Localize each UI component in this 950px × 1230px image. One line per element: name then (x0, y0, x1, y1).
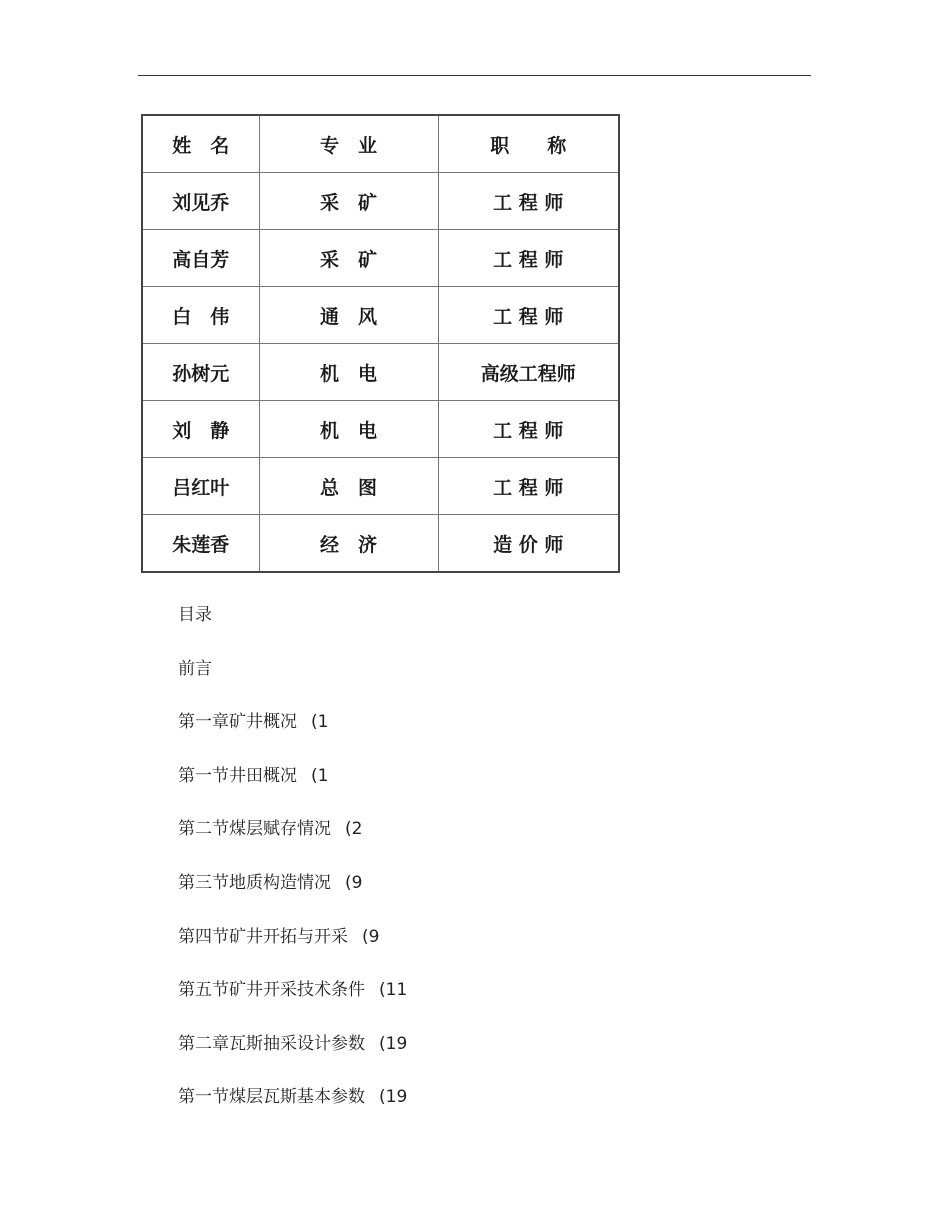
header-rule (138, 75, 811, 76)
staff-table (141, 114, 620, 573)
toc-entry (178, 975, 407, 1029)
table-cell-title: 高级工程师 (438, 344, 619, 401)
toc-entry-label: 第一节井田概况 (178, 765, 297, 786)
toc-entry-page: (1 (311, 765, 329, 786)
table-cell-major: 采 矿 (259, 230, 438, 287)
toc-entry-label: 第四节矿井开拓与开采 (178, 926, 348, 947)
table-cell-title: 工 程 师 (438, 230, 619, 287)
toc-entry-page: (19 (379, 1087, 408, 1108)
table-cell-major: 采 矿 (259, 173, 438, 230)
table-cell-title: 工 程 师 (438, 287, 619, 344)
toc-title: 目录 (178, 605, 212, 625)
staff-table-body (142, 173, 619, 573)
table-cell-major: 通 风 (259, 287, 438, 344)
toc-entry-page: (19 (379, 1033, 408, 1054)
table-cell-name: 高自芳 (142, 230, 259, 287)
table-row (142, 230, 619, 287)
table-cell-name: 刘 静 (142, 401, 259, 458)
toc-entry-label: 第一章矿井概况 (178, 712, 297, 733)
toc-entry-label: 第二节煤层赋存情况 (178, 819, 331, 840)
staff-table-header (142, 115, 619, 173)
table-of-contents (178, 600, 407, 1136)
table-row (142, 458, 619, 515)
toc-entry (178, 761, 407, 815)
toc-entry-label: 第二章瓦斯抽采设计参数 (178, 1033, 365, 1054)
table-cell-major: 总 图 (259, 458, 438, 515)
table-cell-name: 刘见乔 (142, 173, 259, 230)
table-cell-title: 造 价 师 (438, 515, 619, 573)
toc-entry-page: (11 (379, 980, 408, 1001)
column-header-title: 职 称 (438, 115, 619, 173)
toc-entry (178, 868, 407, 922)
toc-preface: 前言 (178, 658, 212, 679)
table-row (142, 401, 619, 458)
table-cell-name: 孙树元 (142, 344, 259, 401)
table-cell-major: 机 电 (259, 401, 438, 458)
table-cell-major: 机 电 (259, 344, 438, 401)
toc-entry-label: 第一节煤层瓦斯基本参数 (178, 1087, 365, 1108)
table-row (142, 344, 619, 401)
table-row (142, 173, 619, 230)
table-header-row (142, 115, 619, 173)
toc-entry (178, 1082, 407, 1136)
toc-entry (178, 1029, 407, 1083)
toc-entry-page: (9 (345, 872, 363, 893)
toc-entry (178, 922, 407, 976)
toc-entry (178, 814, 407, 868)
table-cell-name: 白 伟 (142, 287, 259, 344)
table-cell-title: 工 程 师 (438, 401, 619, 458)
table-cell-title: 工 程 师 (438, 173, 619, 230)
toc-entry (178, 707, 407, 761)
toc-entry-page: (9 (362, 926, 380, 947)
table-row (142, 515, 619, 573)
toc-entry-label: 第三节地质构造情况 (178, 872, 331, 893)
table-cell-name: 朱莲香 (142, 515, 259, 573)
table-cell-name: 吕红叶 (142, 458, 259, 515)
column-header-major: 专 业 (259, 115, 438, 173)
table-cell-major: 经 济 (259, 515, 438, 573)
toc-entry-page: (1 (311, 712, 329, 733)
toc-entry-label: 第五节矿井开采技术条件 (178, 980, 365, 1001)
column-header-name: 姓 名 (142, 115, 259, 173)
toc-entry-page: (2 (345, 819, 363, 840)
table-row (142, 287, 619, 344)
table-cell-title: 工 程 师 (438, 458, 619, 515)
